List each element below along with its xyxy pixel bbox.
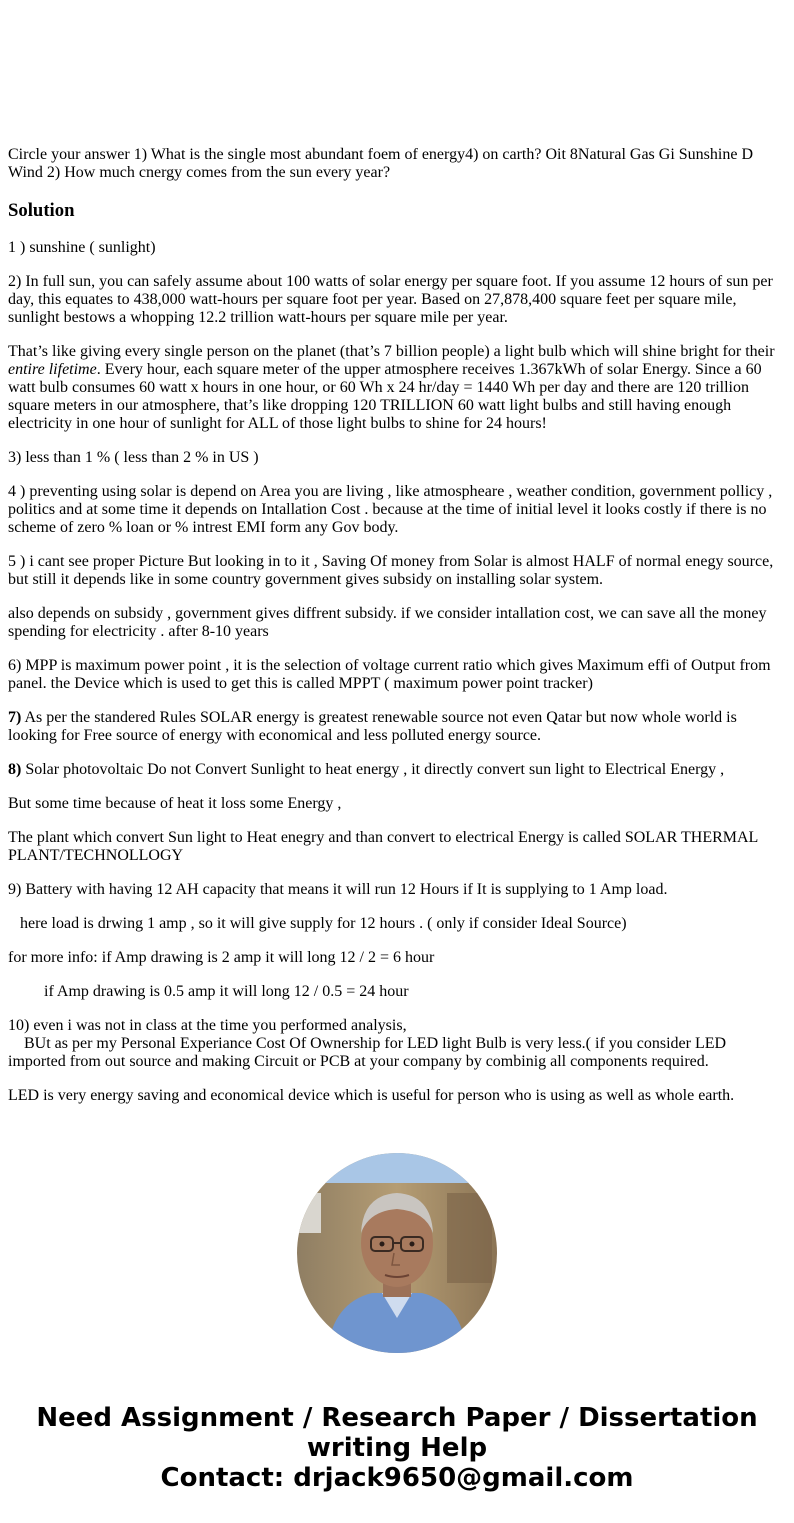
answer-9-half-amp: if Amp drawing is 0.5 amp it will long 12 / 0.5 = 24 hour (44, 983, 409, 1000)
answer-5-continued: also depends on subsidy , government gives diffrent subsidy. if we consider intallation cost, we can save all the money spending for electricity . after 8-10 years (8, 605, 767, 640)
answer-8-thermal: The plant which convert Sun light to Heat enegry and than convert to electrical Energy is called SOLAR THERMAL PLANT/TECHNOLLOGY (8, 829, 758, 864)
answer-8 (8, 761, 786, 779)
answer-9-load: here load is drwing 1 amp , so it will give supply for 12 hours . ( only if consider Ideal Source) (20, 915, 627, 932)
solution-heading: Solution (8, 200, 75, 221)
answer-10-body: BUt as per my Personal Experiance Cost Of Ownership for LED light Bulb is very less.( if you consider LED imported from out source and making Circuit or PCB at your company by combinig all components required. (8, 1035, 727, 1070)
footer-help-text: Need Assignment / Research Paper / Dissertation writing Help (36, 1403, 758, 1463)
question-text: Circle your answer 1) What is the single most abundant foem of energy4) on carth? Oit 8Natural Gas Gi Sunshine D Wind 2) How much cnergy comes from the sun every year? (8, 146, 754, 181)
answer-2b-start: That’s like giving every single person on the planet (that’s 7 billion people) a light bulb which will shine bright for their (8, 343, 775, 360)
answer-7-number: 7) (8, 709, 22, 726)
answer-8-number: 8) (8, 761, 22, 778)
answer-8-text: Solar photovoltaic Do not Convert Sunlight to heat energy , it directly convert sun light to Electrical Energy , (21, 761, 725, 778)
answer-2b-end: . Every hour, each square meter of the upper atmosphere receives 1.367kWh of solar Energy. Since a 60 watt bulb consumes 60 watt x hours in one hour, or 60 Wh x 24 hr/day = 1440 Wh per day and there are 120 trillion square meters in our atmosphere, that’s like dropping 120 TRILLION 60 watt light bulbs and still having enough electricity in one hour of sunlight for ALL of those light bulbs to shine for 24 hours! (8, 361, 762, 432)
answer-5: 5 ) i cant see proper Picture But looking in to it , Saving Of money from Solar is almost HALF of normal enegy source, but still it depends like in some country government gives subsidy on installing solar system. (8, 553, 774, 588)
answer-1: 1 ) sunshine ( sunlight) (8, 239, 156, 256)
answer-7-text: As per the standered Rules SOLAR energy is greatest renewable source not even Qatar but now whole world is looking for Free source of energy with economical and less polluted energy source. (8, 709, 737, 744)
footer-banner (0, 1403, 794, 1493)
answer-4: 4 ) preventing using solar is depend on Area you are living , like atmospheare , weather condition, government pollicy , politics and at some time it depends on Intallation Cost . because at the time of initial level it looks costly if there is no scheme of zero % loan or % intrest EMI form any Gov body. (8, 483, 773, 536)
answer-10 (8, 1017, 786, 1071)
answer-2: 2) In full sun, you can safely assume about 100 watts of solar energy per square foot. If you assume 12 hours of sun per day, this equates to 438,000 watt-hours per square foot per year. Based on 27,878,400 square feet per square mile, sunlight bestows a whopping 12.2 trillion watt-hours per square mile per year. (8, 273, 773, 326)
avatar (297, 1153, 497, 1353)
answer-7 (8, 709, 786, 745)
footer-contact-text[interactable]: Contact: drjack9650@gmail.com (160, 1463, 634, 1493)
avatar-portrait-image (297, 1153, 497, 1353)
document-body (8, 146, 786, 1121)
answer-10-conclusion: LED is very energy saving and economical device which is useful for person who is using as well as whole earth. (8, 1087, 735, 1104)
answer-10-intro: 10) even i was not in class at the time you performed analysis, (8, 1017, 407, 1034)
answer-8-note: But some time because of heat it loss some Energy , (8, 795, 342, 812)
answer-6: 6) MPP is maximum power point , it is the selection of voltage current ratio which gives Maximum effi of Output from panel. the Device which is used to get this is called MPPT ( maximum power point tracker) (8, 657, 771, 692)
answer-3: 3) less than 1 % ( less than 2 % in US ) (8, 449, 259, 466)
answer-2-continued (8, 343, 786, 433)
answer-9-more-info: for more info: if Amp drawing is 2 amp it will long 12 / 2 = 6 hour (8, 949, 435, 966)
answer-2b-emphasis: entire lifetime (8, 361, 97, 378)
answer-9: 9) Battery with having 12 AH capacity that means it will run 12 Hours if It is supplying to 1 Amp load. (8, 881, 668, 898)
